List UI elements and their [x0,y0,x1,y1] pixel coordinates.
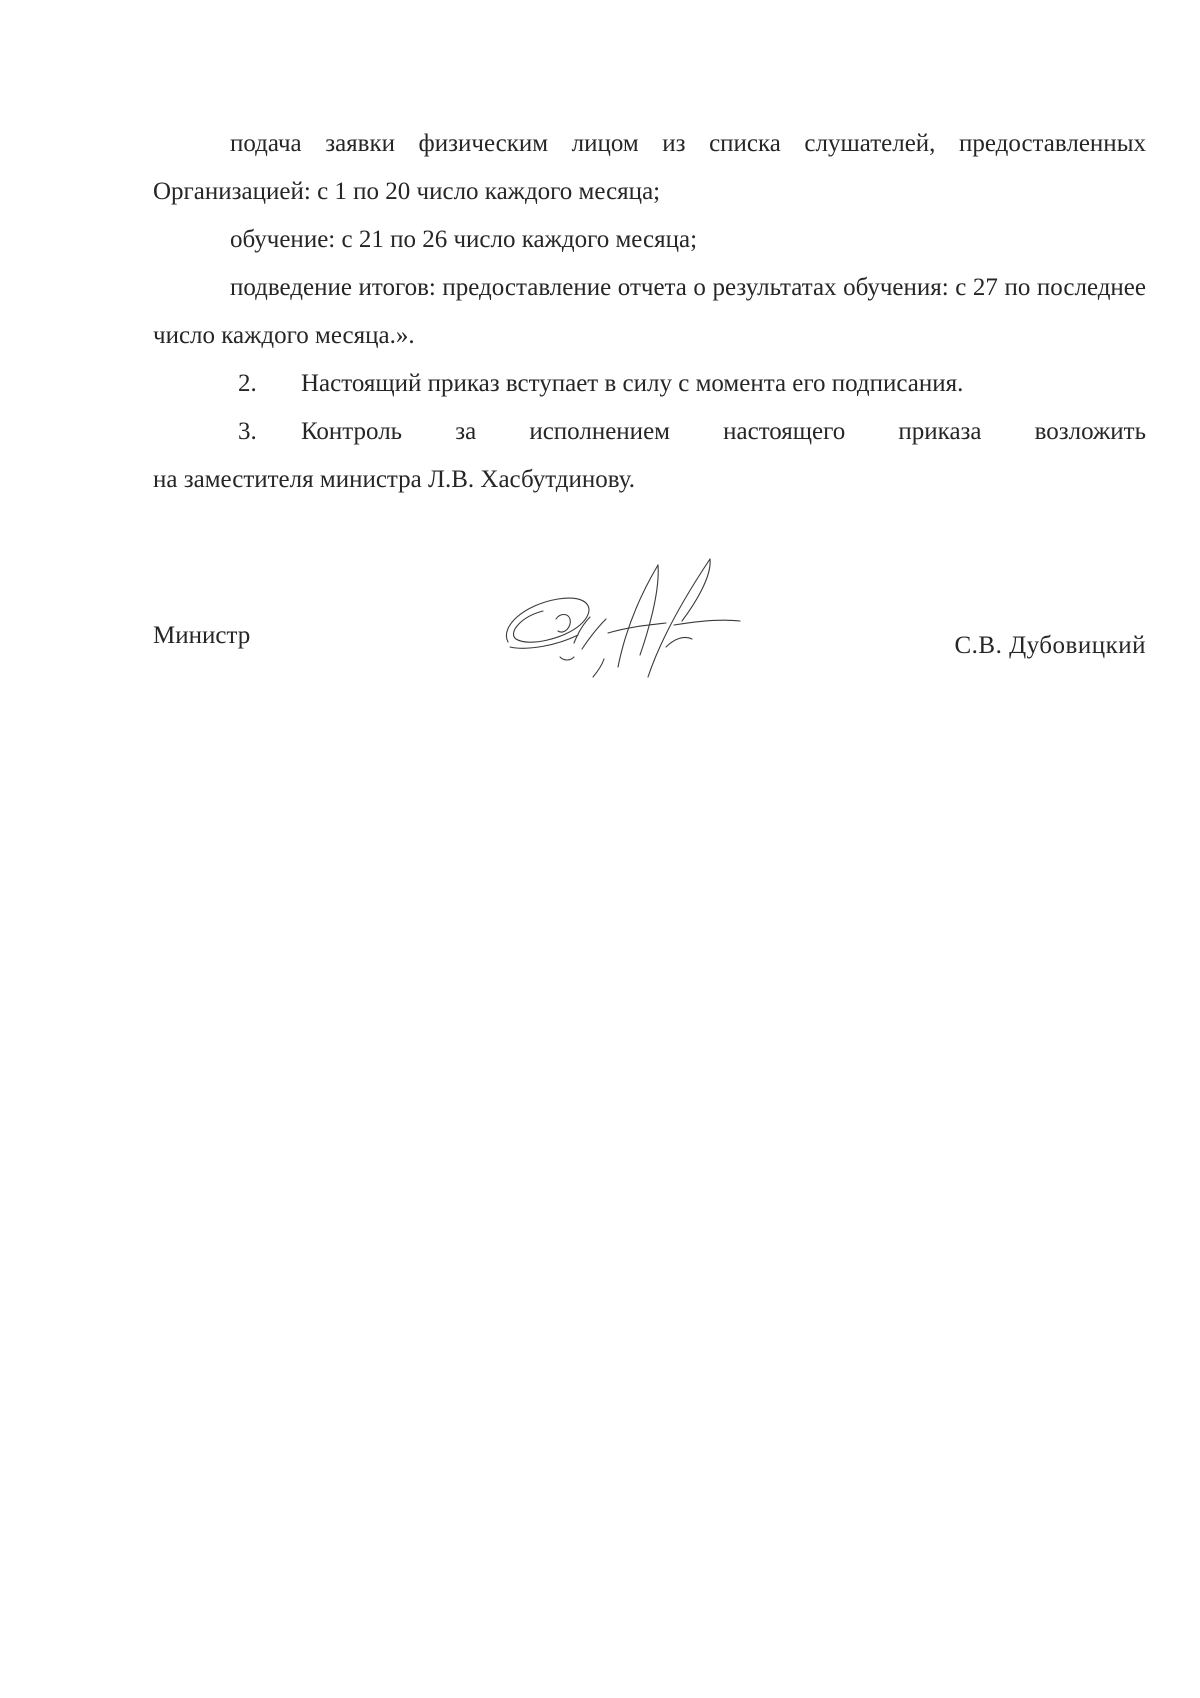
item-2-number: 2. [238,370,257,397]
item-3-text-line-1: Контроль за исполнением настоящего приказа возложить [301,418,1146,445]
signer-name: С.В. Дубовицкий [954,632,1146,659]
paragraph-training: обучение: с 21 по 26 число каждого месяца; [230,226,698,253]
item-3-number: 3. [238,418,257,445]
item-3 [153,408,1146,504]
signer-role: Министр [153,622,251,649]
item-3-line-1 [153,408,1146,456]
handwritten-signature [498,547,768,687]
paragraph-application: подача заявки физическим лицом из списка слушателей, предоставленных Организацией: с 1 по 20 число каждого месяца; [153,130,1146,205]
item-2-text: Настоящий приказ вступает в силу с момента его подписания. [301,370,964,397]
item-2 [153,360,1146,408]
item-3-text-line-2: на заместителя министра Л.В. Хасбутдинову. [153,466,635,493]
signature-block [153,600,1146,700]
document-body [153,120,1146,504]
paragraph-summary: подведение итогов: предоставление отчета о результатах обучения: с 27 по последнее число каждого месяца.». [153,274,1146,349]
